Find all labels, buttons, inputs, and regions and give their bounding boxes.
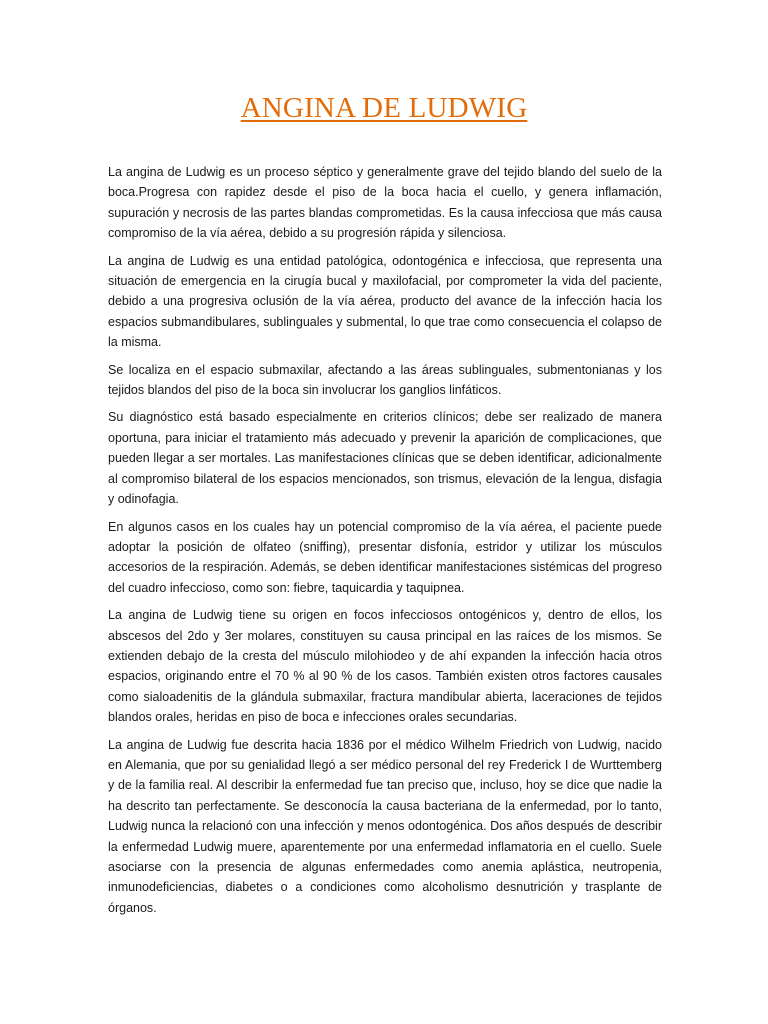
paragraph-2: La angina de Ludwig es una entidad patológica, odontogénica e infecciosa, que representa una situación de emergencia en la cirugía bucal y maxilofacial, por comprometer la vida del paciente, debido a una progresiva oclusión de la vía aérea, producto del avance de la infección hacia los espacios submandibulares, sublinguales y submental, lo que trae como consecuencia el colapso de la misma. [108, 253, 662, 350]
paragraph-1: La angina de Ludwig es un proceso séptico y generalmente grave del tejido blando del suelo de la boca.Progresa con rapidez desde el piso de la boca hacia el cuello, y genera inflamación, supuración y necrosis de las partes blandas comprometidas. Es la causa infecciosa que más causa compromiso de la vía aérea, debido a su progresión rápida y silenciosa. [108, 165, 662, 241]
paragraph-5: En algunos casos en los cuales hay un potencial compromiso de la vía aérea, el paciente puede adoptar la posición de olfateo (sniffing), presentar disfonía, estridor y utilizar los músculos accesorios de la respiración. Además, se deben identificar manifestaciones sistémicas del progreso del cuadro infeccioso, como son: fiebre, taquicardia y taquipnea. [108, 519, 662, 595]
paragraph-6: La angina de Ludwig tiene su origen en focos infecciosos ontogénicos y, dentro de ellos, los abscesos del 2do y 3er molares, constituyen su causa principal en las raíces de los mismos. Se extienden debajo de la cresta del músculo milohiodeo y de ahí expanden la infección hacia otros espacios, originando entre el 70 % al 90 % de los casos. También existen otros factores causales como sialoadenitis de la glándula submaxilar, fractura mandibular abierta, laceraciones de tejidos blandos orales, heridas en piso de boca e infecciones orales secundarias. [108, 608, 662, 725]
page-title: ANGINA DE LUDWIG [240, 92, 528, 124]
paragraph-7: La angina de Ludwig fue descrita hacia 1836 por el médico Wilhelm Friedrich von Ludwig, nacido en Alemania, que por su genialidad llegó a ser médico personal del rey Frederick I de Wurttemberg y de la familia real. Al describir la enfermedad fue tan preciso que, incluso, hoy se dice que nadie la ha descrito tan perfectamente. Se desconocía la causa bacteriana de la enfermedad, por lo tanto, Ludwig nunca la relacionó con una infección y menos odontogénica. Dos años después de describir la enfermedad Ludwig muere, aparentemente por una enfermedad inflamatoria en el cuello. Suele asociarse con la presencia de algunas enfermedades como anemia aplástica, neutropenia, inmunodeficiencias, diabetes o a condiciones como alcoholismo desnutrición y trasplante de órganos. [108, 737, 662, 915]
paragraph-4: Su diagnóstico está basado especialmente en criterios clínicos; debe ser realizado de manera oportuna, para iniciar el tratamiento más adecuado y prevenir la aparición de complicaciones, que pueden llegar a ser mortales. Las manifestaciones clínicas que se deben identificar, adicionalmente al compromiso bilateral de los espacios mencionados, son trismus, elevación de la lengua, disfagia y odinofagia. [108, 410, 662, 507]
document-body [108, 162, 662, 925]
paragraph-3: Se localiza en el espacio submaxilar, afectando a las áreas sublinguales, submentonianas y los tejidos blandos del piso de la boca sin involucrar los ganglios linfáticos. [108, 362, 662, 398]
